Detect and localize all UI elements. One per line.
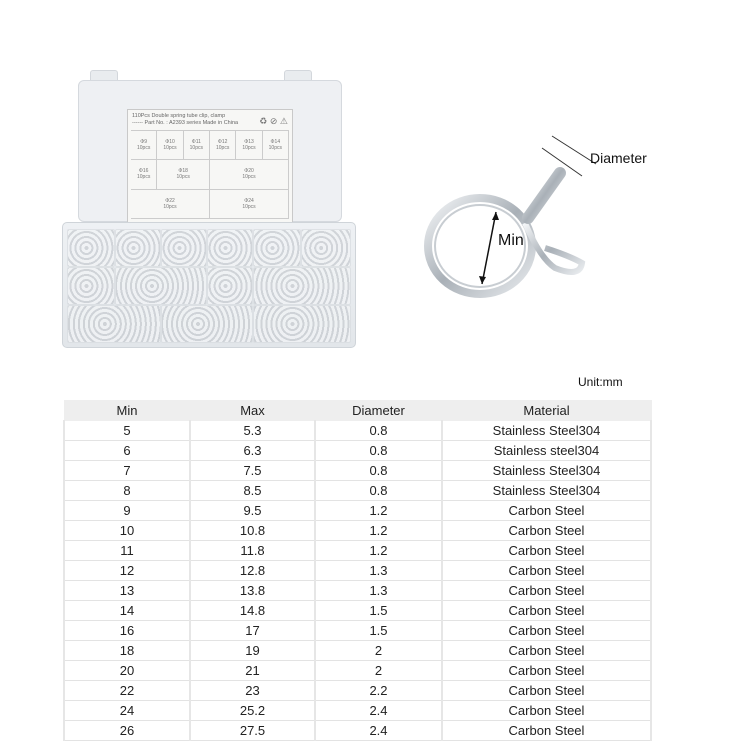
cell-max: 23 xyxy=(190,681,315,701)
size-qty: 10pcs xyxy=(136,145,151,151)
recycle-icon: ♻ xyxy=(259,116,268,126)
cell-min: 18 xyxy=(64,641,190,661)
cell-diameter: 0.8 xyxy=(315,461,442,481)
size-value: Φ16 xyxy=(138,168,149,175)
size-value: Φ24 xyxy=(244,197,254,204)
spec-table xyxy=(63,400,652,741)
no-symbol-icon: ⊘ xyxy=(269,116,278,126)
diameter-label: Diameter xyxy=(590,150,647,166)
size-qty: 10pcs xyxy=(268,145,282,151)
cell-max: 5.3 xyxy=(190,421,315,441)
cell-max: 9.5 xyxy=(190,501,315,521)
cell-diameter: 1.5 xyxy=(315,621,442,641)
size-value: Φ10 xyxy=(165,139,175,145)
product-label xyxy=(127,109,293,223)
cell-material: Carbon Steel xyxy=(442,701,651,721)
cell-diameter: 1.2 xyxy=(315,541,442,561)
cell-material: Carbon Steel xyxy=(442,681,651,701)
cell-material: Stainless Steel304 xyxy=(442,481,651,501)
cell-max: 12.8 xyxy=(190,561,315,581)
header-min: Min xyxy=(64,401,190,421)
cell-material: Stainless steel304 xyxy=(442,441,651,461)
cell-min: 22 xyxy=(64,681,190,701)
label-subtitle: ------ Part No. : A2393 series Made in China xyxy=(132,120,239,126)
cell-min: 8 xyxy=(64,481,190,501)
size-value: Φ22 xyxy=(165,197,175,204)
cell-max: 19 xyxy=(190,641,315,661)
header-max: Max xyxy=(190,401,315,421)
cell-min: 16 xyxy=(64,621,190,641)
size-value: Φ9 xyxy=(140,139,148,145)
size-qty: 10pcs xyxy=(163,145,177,151)
size-cell xyxy=(210,131,236,160)
cell-material: Carbon Steel xyxy=(442,521,651,541)
size-qty: 10pcs xyxy=(163,203,177,210)
cell-min: 6 xyxy=(64,441,190,461)
cell-material: Carbon Steel xyxy=(442,661,651,681)
cell-max: 11.8 xyxy=(190,541,315,561)
cell-min: 10 xyxy=(64,521,190,541)
cell-material: Carbon Steel xyxy=(442,621,651,641)
cell-max: 25.2 xyxy=(190,701,315,721)
cell-max: 13.8 xyxy=(190,581,315,601)
table-row xyxy=(64,501,651,521)
cell-diameter: 1.2 xyxy=(315,501,442,521)
table-row xyxy=(64,661,651,681)
cell-max: 14.8 xyxy=(190,601,315,621)
table-row xyxy=(64,681,651,701)
table-row xyxy=(64,641,651,661)
table-row xyxy=(64,421,651,441)
cell-min: 26 xyxy=(64,721,190,741)
size-value: Φ11 xyxy=(191,139,201,145)
warning-icon: ⚠ xyxy=(279,116,288,126)
min-label: Min xyxy=(498,232,524,249)
cell-material: Carbon Steel xyxy=(442,601,651,621)
size-cell xyxy=(157,131,183,160)
table-row xyxy=(64,701,651,721)
size-cell xyxy=(236,131,262,160)
table-row xyxy=(64,581,651,601)
cell-min: 11 xyxy=(64,541,190,561)
table-row xyxy=(64,601,651,621)
table-row xyxy=(64,481,651,501)
cell-material: Stainless Steel304 xyxy=(442,461,651,481)
size-cell xyxy=(131,160,157,189)
size-cell xyxy=(263,131,289,160)
size-value: Φ13 xyxy=(244,139,254,145)
spring-clip-diagram xyxy=(420,128,647,308)
cell-max: 10.8 xyxy=(190,521,315,541)
cell-material: Carbon Steel xyxy=(442,541,651,561)
cell-material: Carbon Steel xyxy=(442,581,651,601)
cell-min: 14 xyxy=(64,601,190,621)
cell-diameter: 2 xyxy=(315,661,442,681)
table-header-row xyxy=(64,401,651,421)
size-value: Φ14 xyxy=(270,139,281,145)
cell-max: 21 xyxy=(190,661,315,681)
cell-diameter: 0.8 xyxy=(315,481,442,501)
size-qty: 10pcs xyxy=(189,145,203,151)
cell-min: 13 xyxy=(64,581,190,601)
size-cell xyxy=(157,160,210,189)
box-tray xyxy=(62,222,356,348)
size-grid xyxy=(131,130,289,219)
cell-min: 24 xyxy=(64,701,190,721)
table-row xyxy=(64,521,651,541)
header-diameter: Diameter xyxy=(315,401,442,421)
cell-diameter: 1.5 xyxy=(315,601,442,621)
box-lid xyxy=(78,80,342,222)
cell-diameter: 1.2 xyxy=(315,521,442,541)
table-row xyxy=(64,721,651,741)
cell-diameter: 1.3 xyxy=(315,561,442,581)
cell-max: 8.5 xyxy=(190,481,315,501)
cell-max: 7.5 xyxy=(190,461,315,481)
size-qty: 10pcs xyxy=(242,174,256,181)
cell-diameter: 2.4 xyxy=(315,721,442,741)
header-material: Material xyxy=(442,401,651,421)
size-cell xyxy=(210,160,289,189)
size-qty: 10pcs xyxy=(242,145,256,151)
size-cell xyxy=(131,131,157,160)
cell-diameter: 2.4 xyxy=(315,701,442,721)
cell-max: 17 xyxy=(190,621,315,641)
table-row xyxy=(64,461,651,481)
cell-min: 7 xyxy=(64,461,190,481)
cell-material: Carbon Steel xyxy=(442,641,651,661)
cell-min: 5 xyxy=(64,421,190,441)
cell-diameter: 0.8 xyxy=(315,441,442,461)
cell-min: 9 xyxy=(64,501,190,521)
cell-material: Carbon Steel xyxy=(442,501,651,521)
size-qty: 10pcs xyxy=(215,145,230,151)
unit-label: Unit:mm xyxy=(578,375,623,389)
cell-diameter: 2.2 xyxy=(315,681,442,701)
size-cell xyxy=(210,190,289,219)
cell-min: 20 xyxy=(64,661,190,681)
table-row xyxy=(64,621,651,641)
label-title: 110Pcs Double spring tube clip, clamp xyxy=(132,113,226,119)
product-box-image xyxy=(62,70,354,348)
size-value: Φ18 xyxy=(178,168,188,175)
size-cell xyxy=(131,190,210,219)
cell-diameter: 1.3 xyxy=(315,581,442,601)
size-cell xyxy=(184,131,210,160)
table-row xyxy=(64,441,651,461)
table-row xyxy=(64,541,651,561)
size-qty: 10pcs xyxy=(242,203,256,210)
size-qty: 10pcs xyxy=(136,174,151,181)
cell-min: 12 xyxy=(64,561,190,581)
cell-material: Stainless Steel304 xyxy=(442,421,651,441)
cell-diameter: 0.8 xyxy=(315,421,442,441)
size-qty: 10pcs xyxy=(176,174,190,181)
table-row xyxy=(64,561,651,581)
cell-material: Carbon Steel xyxy=(442,561,651,581)
cell-material: Carbon Steel xyxy=(442,721,651,741)
cell-max: 27.5 xyxy=(190,721,315,741)
cell-max: 6.3 xyxy=(190,441,315,461)
size-value: Φ12 xyxy=(217,139,228,145)
cell-diameter: 2 xyxy=(315,641,442,661)
size-value: Φ20 xyxy=(244,168,254,175)
